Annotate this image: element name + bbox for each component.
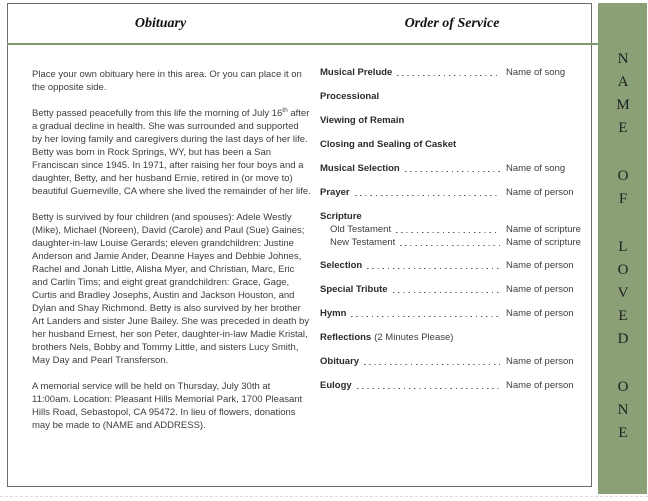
service-item-label: Eulogy — [320, 380, 352, 391]
dot-leader — [364, 364, 500, 365]
service-item-obituary — [320, 356, 588, 367]
service-item-hymn — [320, 308, 588, 319]
dot-leader — [405, 171, 500, 172]
order-of-service-section-title: Order of Service — [404, 16, 500, 31]
service-item-reflections — [320, 332, 588, 343]
service-item-label: Scripture — [320, 211, 362, 222]
content-row — [8, 44, 591, 445]
service-item-label: Reflections — [320, 332, 372, 343]
green-divider-line — [7, 43, 598, 45]
service-item-prayer — [320, 187, 588, 198]
obituary-paragraph-life-post: after a gradual decline in health. She was surrounded and supported by her loving family and caregivers during the last days of her life. Betty was born in Rock Springs, WY, but has been a San Franciscan since 1945. In 1971, after raising her four boys and a daughter, Betty, and her husband Ernie, retired in (or move to) beautiful Guerneville, CA where she lived the remainder of her life. — [32, 108, 311, 197]
dot-leader — [400, 245, 500, 246]
service-item-value: Name of person — [506, 380, 574, 391]
obituary-paragraph-service-info: A memorial service will be held on Thursday, July 30th at 11:00am. Location: Pleasant Hills Memorial Park, 1700 Pleasant Hills Road, Sebastopol, CA 95472. In lieu of flowers, donations may be made to (NAME and ADDRESS). — [32, 381, 303, 431]
service-item-value: Name of song — [506, 163, 566, 174]
service-item-musical-prelude — [320, 67, 588, 78]
dot-leader — [355, 195, 500, 196]
obituary-paragraph-life — [32, 107, 311, 198]
service-item-old-testament — [320, 224, 588, 235]
service-item-value: Name of song — [506, 67, 566, 78]
service-item-closing-casket — [320, 139, 588, 150]
service-item-new-testament — [320, 237, 588, 248]
service-item-musical-selection — [320, 163, 588, 174]
name-banner-sidebar — [598, 3, 647, 494]
obituary-placeholder-paragraph: Place your own obituary here in this area. Or you can place it on the opposite side. — [32, 69, 302, 93]
service-item-label: Musical Prelude — [320, 67, 393, 78]
service-item-note: (2 Minutes Please) — [374, 332, 454, 343]
service-item-label: Obituary — [320, 356, 360, 367]
service-item-eulogy — [320, 380, 588, 391]
dot-leader — [351, 316, 500, 317]
obituary-column — [8, 44, 313, 445]
order-of-service-column — [313, 44, 591, 445]
service-item-label: Processional — [320, 91, 380, 102]
service-item-label: Musical Selection — [320, 163, 400, 174]
service-item-viewing — [320, 115, 588, 126]
dot-leader — [396, 232, 500, 233]
service-item-processional — [320, 91, 588, 102]
ordinal-superscript: th — [282, 106, 288, 114]
service-item-value: Name of person — [506, 260, 574, 271]
service-item-label: Closing and Sealing of Casket — [320, 139, 457, 150]
service-item-label: Viewing of Remain — [320, 115, 405, 126]
obituary-paragraph-survivors: Betty is survived by four children (and spouses): Adele Westly (Mike), Michael (Noreen), David (Carole) and Paul (Sue) Gaines; daughter-in-law Louise Gerards; eleven grandchildren: Justine Anderson and Jamie Ander, Deanne Hayes and Debbie Johnes, Rachel and Jonah Little, Alisha Myer, and Christian, Marc, Eric and Carlin Tims; and eight great grandchildren: Grace, Gage, Curtis and Bradley Josephs, Austin and Jackson Houston, and Dylan and Shay Richmond. Betty is also survived by her brother Art Landers and sister June Bailey. She was preceded in death by her husband Ernest, her son Peter, daughter-in-law Madie Kristal, brothers Nels, Bobby and Tommy Little, and sisters Lucy Smith, May Day and Pearl Transferson. — [32, 212, 310, 366]
service-item-value: Name of person — [506, 356, 574, 367]
service-item-value: Name of scripture — [506, 237, 581, 248]
service-item-label: New Testament — [330, 237, 396, 248]
service-item-scripture — [320, 211, 588, 222]
dot-leader — [367, 268, 500, 269]
service-item-label: Hymn — [320, 308, 347, 319]
service-item-special-tribute — [320, 284, 588, 295]
service-item-value: Name of person — [506, 284, 574, 295]
service-item-label: Selection — [320, 260, 363, 271]
loved-one-name-placeholder: NAME OF LOVED ONE — [615, 51, 631, 448]
dot-leader — [393, 292, 500, 293]
service-item-value: Name of person — [506, 308, 574, 319]
header-row — [8, 4, 591, 44]
service-item-label: Special Tribute — [320, 284, 388, 295]
dot-leader — [397, 75, 500, 76]
cut-line — [0, 496, 648, 497]
service-item-label: Prayer — [320, 187, 350, 198]
obituary-paragraph-life-pre: Betty passed peacefully from this life the morning of July 16 — [32, 108, 283, 119]
dot-leader — [357, 388, 500, 389]
service-item-value: Name of person — [506, 187, 574, 198]
service-item-selection — [320, 260, 588, 271]
service-item-label: Old Testament — [330, 224, 392, 235]
program-sheet — [7, 3, 592, 487]
service-item-value: Name of scripture — [506, 224, 581, 235]
obituary-section-title: Obituary — [134, 16, 187, 31]
